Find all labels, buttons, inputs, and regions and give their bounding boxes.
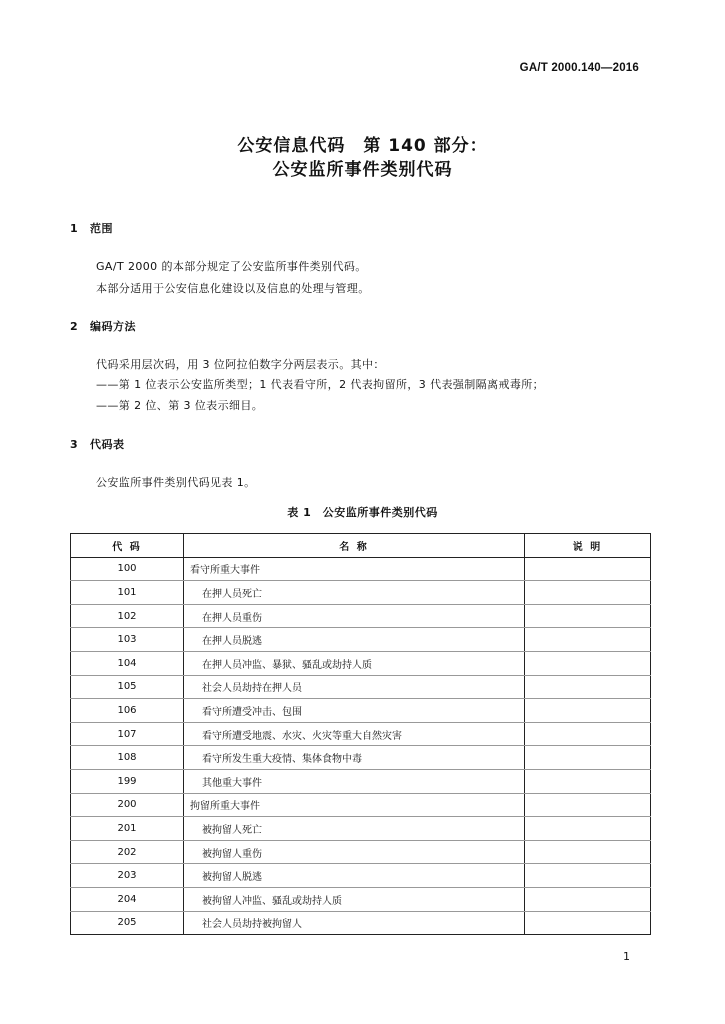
name-cell: 社会人员劫持被拘留人 [184, 911, 525, 935]
table-row [71, 793, 651, 817]
table-row [71, 581, 651, 605]
section-3-heading [70, 436, 125, 452]
table-row [71, 864, 651, 888]
code-cell: 106 [71, 699, 184, 723]
code-cell: 199 [71, 769, 184, 793]
event-code-table [70, 533, 651, 935]
code-cell: 201 [71, 817, 184, 841]
section-2-list-item: ——第 2 位、第 3 位表示细目。 [96, 399, 264, 412]
code-cell: 107 [71, 722, 184, 746]
code-cell: 108 [71, 746, 184, 770]
name-cell: 被拘留人脱逃 [184, 864, 525, 888]
table-row [71, 557, 651, 581]
note-cell [525, 581, 651, 605]
code-cell: 105 [71, 675, 184, 699]
section-2-paragraph: 代码采用层次码，用 3 位阿拉伯数字分两层表示。其中： [96, 358, 385, 371]
table-caption: 表 1 公安监所事件类别代码 [287, 506, 438, 519]
note-cell [525, 817, 651, 841]
table-body [71, 557, 651, 935]
section-3-title: 代码表 [90, 438, 125, 451]
section-1-paragraph: 本部分适用于公安信息化建设以及信息的处理与管理。 [96, 282, 370, 295]
section-2-heading [70, 318, 136, 334]
name-cell: 被拘留人重伤 [184, 840, 525, 864]
table-header-row [71, 534, 651, 558]
code-cell: 103 [71, 628, 184, 652]
section-1-paragraph: GA/T 2000 的本部分规定了公安监所事件类别代码。 [96, 260, 367, 273]
table-row [71, 675, 651, 699]
column-header-note: 说 明 [525, 534, 651, 558]
note-cell [525, 887, 651, 911]
code-cell: 104 [71, 651, 184, 675]
table-row [71, 722, 651, 746]
standard-code: GA/T 2000.140—2016 [519, 62, 639, 74]
name-cell: 其他重大事件 [184, 769, 525, 793]
table-row [71, 769, 651, 793]
name-cell: 在押人员重伤 [184, 604, 525, 628]
name-cell: 在押人员冲监、暴狱、骚乱或劫持人质 [184, 651, 525, 675]
section-2-list-item: ——第 1 位表示公安监所类型；1 代表看守所，2 代表拘留所，3 代表强制隔离戒毒所； [96, 378, 545, 391]
name-cell: 被拘留人冲监、骚乱或劫持人质 [184, 887, 525, 911]
table-row [71, 911, 651, 935]
section-1-number: 1 [70, 222, 79, 235]
section-1-heading [70, 220, 113, 236]
note-cell [525, 675, 651, 699]
note-cell [525, 911, 651, 935]
note-cell [525, 604, 651, 628]
table-row [71, 746, 651, 770]
note-cell [525, 746, 651, 770]
code-cell: 203 [71, 864, 184, 888]
code-cell: 101 [71, 581, 184, 605]
table-row [71, 628, 651, 652]
name-cell: 在押人员死亡 [184, 581, 525, 605]
code-cell: 102 [71, 604, 184, 628]
code-cell: 200 [71, 793, 184, 817]
table-row [71, 817, 651, 841]
section-2-title: 编码方法 [90, 320, 136, 333]
section-3-number: 3 [70, 438, 79, 451]
document-title-line-2: 公安监所事件类别代码 [272, 160, 453, 180]
name-cell: 被拘留人死亡 [184, 817, 525, 841]
name-cell: 社会人员劫持在押人员 [184, 675, 525, 699]
name-cell: 拘留所重大事件 [184, 793, 525, 817]
note-cell [525, 699, 651, 723]
name-cell: 看守所发生重大疫情、集体食物中毒 [184, 746, 525, 770]
table-row [71, 604, 651, 628]
note-cell [525, 864, 651, 888]
table-row [71, 651, 651, 675]
note-cell [525, 722, 651, 746]
code-cell: 202 [71, 840, 184, 864]
note-cell [525, 769, 651, 793]
code-cell: 204 [71, 887, 184, 911]
name-cell: 看守所重大事件 [184, 557, 525, 581]
name-cell: 看守所遭受地震、水灾、火灾等重大自然灾害 [184, 722, 525, 746]
document-title-line-1: 公安信息代码 第 140 部分： [237, 136, 488, 156]
note-cell [525, 840, 651, 864]
name-cell: 看守所遭受冲击、包围 [184, 699, 525, 723]
column-header-name: 名 称 [184, 534, 525, 558]
name-cell: 在押人员脱逃 [184, 628, 525, 652]
table-row [71, 699, 651, 723]
note-cell [525, 557, 651, 581]
section-3-paragraph: 公安监所事件类别代码见表 1。 [96, 476, 256, 489]
section-2-number: 2 [70, 320, 79, 333]
table-row [71, 887, 651, 911]
note-cell [525, 651, 651, 675]
page-number: 1 [623, 950, 630, 963]
note-cell [525, 628, 651, 652]
table-row [71, 840, 651, 864]
note-cell [525, 793, 651, 817]
code-cell: 100 [71, 557, 184, 581]
column-header-code: 代 码 [71, 534, 184, 558]
code-cell: 205 [71, 911, 184, 935]
section-1-title: 范围 [90, 222, 113, 235]
